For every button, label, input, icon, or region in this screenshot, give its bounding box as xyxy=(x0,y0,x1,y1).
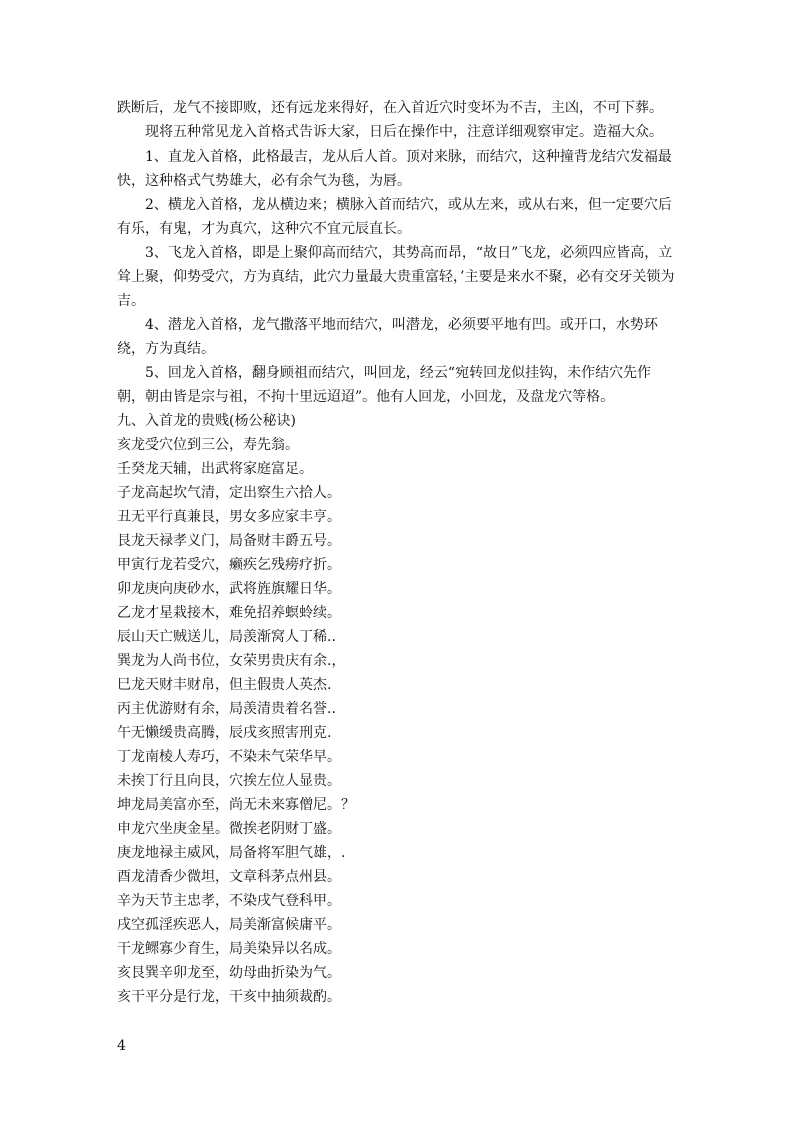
paragraph-returning-dragon: 5、回龙入首格，翻身顾祖而结穴，叫回龙，经云“宛转回龙似挂钩，未作结穴先作朝，朝由皆是宗与祖，不拘十里远迢迢”。他有人回龙，小回龙，及盘龙穴等格。 xyxy=(117,365,652,405)
verse-line: 辰山天亡贼送儿，局羡渐窝人丁稀.. xyxy=(117,629,336,645)
verse-line: 亥龙受穴位到三公，寿先翁。 xyxy=(117,437,299,453)
verse-line: 亥艮巽辛卯龙至，幼母曲折染为气。 xyxy=(117,965,341,981)
verse-line: 子龙高起坎气清，定出察生六拾人。 xyxy=(117,485,341,501)
verse-line: 亥干平分是行龙，干亥中抽须裁酌。 xyxy=(117,989,341,1005)
verse-line: 巽龙为人尚书位，女荣男贵庆有余.， xyxy=(117,653,346,669)
verse-line: 壬癸龙天辅，出武将家庭富足。 xyxy=(117,461,313,477)
verse-line: 酉龙清香少微坦，文章科茅点州县。 xyxy=(117,869,341,885)
verse-line: 申龙穴坐庚金星。微挨老阴财丁盛。 xyxy=(117,821,341,837)
verse-line: 辛为天节主忠孝，不染戌气登科甲。 xyxy=(117,893,341,909)
section-heading: 九、入首龙的贵贱(杨公秘诀) xyxy=(117,413,296,429)
verse-line: 戌空孤淫疾恶人，局美渐富候庸平。 xyxy=(117,917,341,933)
paragraph-intro: 现将五种常见龙入首格式告诉大家，日后在操作中，注意详细观察审定。造福大众。 xyxy=(145,124,663,140)
paragraph-straight-dragon: 1、直龙入首格，此格最吉，龙从后人首。顶对来脉，而结穴，这种撞背龙结穴发福最快，这种格式气势雄大，必有余气为毯，为唇。 xyxy=(117,149,672,189)
verse-line: 甲寅行龙若受穴，癞疾乞残痨疗折。 xyxy=(117,557,341,573)
paragraph-hidden-dragon: 4、潜龙入首格，龙气撒落平地而结穴，叫潜龙，必须要平地有凹。或开口，水势环绕，方为真结。 xyxy=(117,317,658,357)
paragraph-flying-dragon: 3、飞龙入首格，即是上聚仰高而结穴，其势高而昂，“故日”飞龙，必须四应皆高，立耸上聚，仰势受穴，方为真结，此穴力量最大贵重富轻，’主要是来水不聚，必有交牙关锁为吉。 xyxy=(117,245,675,309)
verse-line: 午无懒缓贵高腾，辰戌亥照害刑克. xyxy=(117,725,332,741)
verse-line: 卯龙庚向庚砂水，武将旌旗耀日华。 xyxy=(117,581,341,597)
verse-line: 丙主优游财有余，局羡清贵着名誉.. xyxy=(117,701,336,717)
verse-line: 干龙鳏寡少育生，局美染异以名成。 xyxy=(117,941,341,957)
verse-line: 坤龙局美富亦至，尚无未来寡僧尼。？ xyxy=(117,797,355,813)
paragraph-horizontal-dragon: 2、横龙入首格，龙从横边来；横脉入首而结穴，或从左来，或从右来，但一定要穴后有乐，有鬼，才为真穴，这种穴不宜元辰直长。 xyxy=(117,197,672,237)
verse-line: 未挨丁行且向艮，穴挨左位人显贵。 xyxy=(117,773,341,789)
verse-line: 庚龙地禄主威风，局备将军胆气雄，. xyxy=(117,845,346,861)
paragraph-continuation: 跌断后，龙气不接即败，还有远龙来得好，在入首近穴时变坏为不吉，主凶，不可下葬。 xyxy=(117,100,663,116)
verse-line: 艮龙天禄孝义门，局备财丰爵五号。 xyxy=(117,533,341,549)
verse-line: 丁龙南棱人寿巧，不染未气荣华早。 xyxy=(117,749,341,765)
verse-line: 巳龙天财丰财帛，但主假贵人英杰. xyxy=(117,677,332,693)
page-number: 4 xyxy=(117,1038,126,1054)
verse-line: 乙龙才星栽接木，难免招养螟蛉续。 xyxy=(117,605,341,621)
verse-line: 丑无平行真兼艮，男女多应家丰亨。 xyxy=(117,509,341,525)
